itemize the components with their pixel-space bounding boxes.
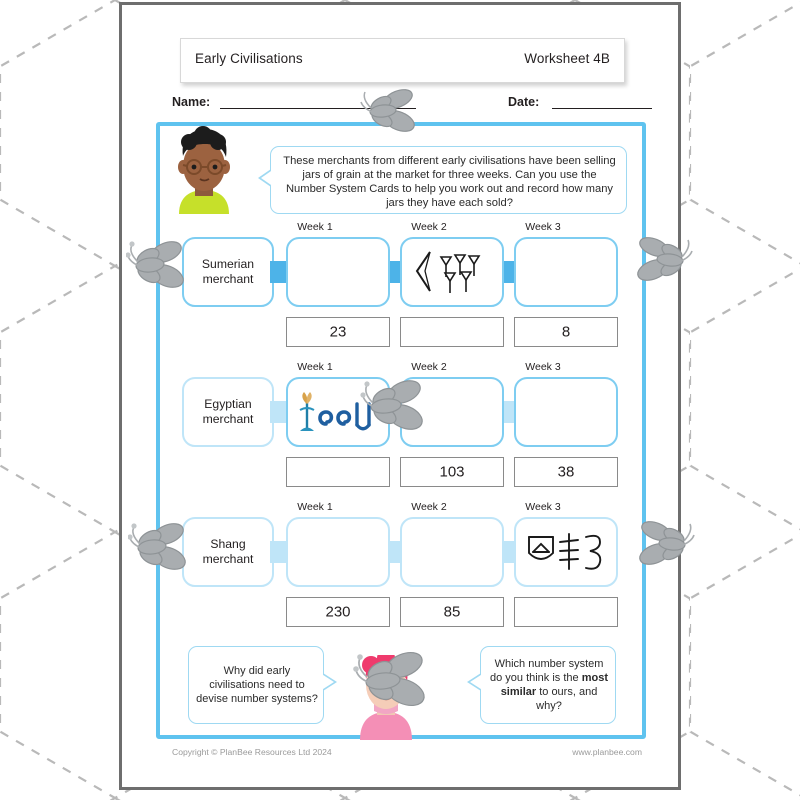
- week2-label: Week 2: [411, 361, 447, 373]
- week1-label: Week 1: [297, 361, 333, 373]
- question-right-part2: to ours, and why?: [536, 686, 598, 712]
- answer-value: 103: [439, 463, 465, 481]
- week2-label: Week 2: [411, 501, 447, 513]
- question-right-text: [487, 657, 611, 713]
- week3-label: Week 3: [525, 221, 561, 233]
- moth-decoration: [128, 518, 198, 580]
- date-input-line[interactable]: [552, 108, 652, 109]
- answer-value: 8: [561, 323, 571, 341]
- merchant-name-text: Egyptian merchant: [202, 397, 254, 426]
- moth-decoration: [126, 236, 196, 298]
- connector-block: [270, 401, 286, 423]
- merchant-name-text: Sumerian merchant: [201, 257, 255, 286]
- shang-oracle-number-glyph: [516, 519, 616, 585]
- glyph-card-egyptian-week3: [514, 377, 618, 447]
- moth-decoration: [630, 232, 694, 290]
- question-left-text: Why did early civilisations need to devise number systems?: [196, 665, 318, 705]
- speech-bubble-tail-inner: [470, 673, 484, 691]
- week1-label: Week 1: [297, 221, 333, 233]
- answer-box-egyptian-week3[interactable]: [514, 457, 618, 487]
- answer-box-shang-week2[interactable]: [400, 597, 504, 627]
- glyph-card-shang-week3: [514, 517, 618, 587]
- question-right-part1: Which number system do you think is the: [489, 658, 604, 684]
- week2-label: Week 2: [411, 221, 447, 233]
- copyright-text: Copyright © PlanBee Resources Ltd 2024: [172, 747, 332, 757]
- glyph-card-shang-week2: [400, 517, 504, 587]
- answer-value: 38: [557, 463, 575, 481]
- week3-label: Week 3: [525, 361, 561, 373]
- website-text: www.planbee.com: [572, 747, 642, 757]
- moth-decoration: [360, 85, 424, 141]
- answer-box-sumerian-week1[interactable]: [286, 317, 390, 347]
- merchant-name-text: Shang merchant: [202, 537, 254, 566]
- speech-bubble-tail-inner: [261, 169, 274, 187]
- answer-box-shang-week1[interactable]: [286, 597, 390, 627]
- merchant-row-shang: [160, 501, 650, 634]
- worksheet-number: Worksheet 4B: [524, 51, 610, 66]
- date-label: Date:: [508, 95, 540, 109]
- answer-value: 85: [443, 603, 461, 621]
- answer-box-sumerian-week3[interactable]: [514, 317, 618, 347]
- moth-decoration: [360, 375, 434, 439]
- merchant-row-sumerian: [160, 221, 650, 354]
- week1-label: Week 1: [297, 501, 333, 513]
- instruction-text: These merchants from different early civilisations have been selling jars of grain at the market for three weeks. Can you use the Number System Cards to help you work out and record how many jars they have each sold?: [283, 155, 616, 209]
- glyph-card-shang-week1: [286, 517, 390, 587]
- worksheet-title-bar: [180, 38, 625, 83]
- name-label: Name:: [172, 95, 211, 109]
- instruction-speech-bubble: [270, 146, 627, 214]
- answer-box-egyptian-week2[interactable]: [400, 457, 504, 487]
- speech-bubble-tail-inner: [320, 673, 334, 691]
- cuneiform-number-glyph: [402, 239, 502, 305]
- glyph-card-sumerian-week2: [400, 237, 504, 307]
- question-bubble-left: [188, 646, 324, 724]
- connector-block: [270, 261, 286, 283]
- question-bubble-right: [480, 646, 616, 724]
- topic-title: Early Civilisations: [195, 51, 303, 66]
- question-right-emphasis: most similar: [500, 672, 608, 698]
- answer-value: 23: [329, 323, 347, 341]
- answer-box-shang-week3[interactable]: [514, 597, 618, 627]
- glyph-card-sumerian-week3: [514, 237, 618, 307]
- avatar-boy-with-glasses: [165, 126, 243, 214]
- merchant-name-card-egyptian: [182, 377, 274, 447]
- week3-label: Week 3: [525, 501, 561, 513]
- glyph-card-sumerian-week1: [286, 237, 390, 307]
- answer-box-sumerian-week2[interactable]: [400, 317, 504, 347]
- moth-decoration: [632, 516, 696, 574]
- moth-decoration: [352, 648, 438, 714]
- answer-value: 230: [325, 603, 351, 621]
- connector-block: [270, 541, 286, 563]
- answer-box-egyptian-week1[interactable]: [286, 457, 390, 487]
